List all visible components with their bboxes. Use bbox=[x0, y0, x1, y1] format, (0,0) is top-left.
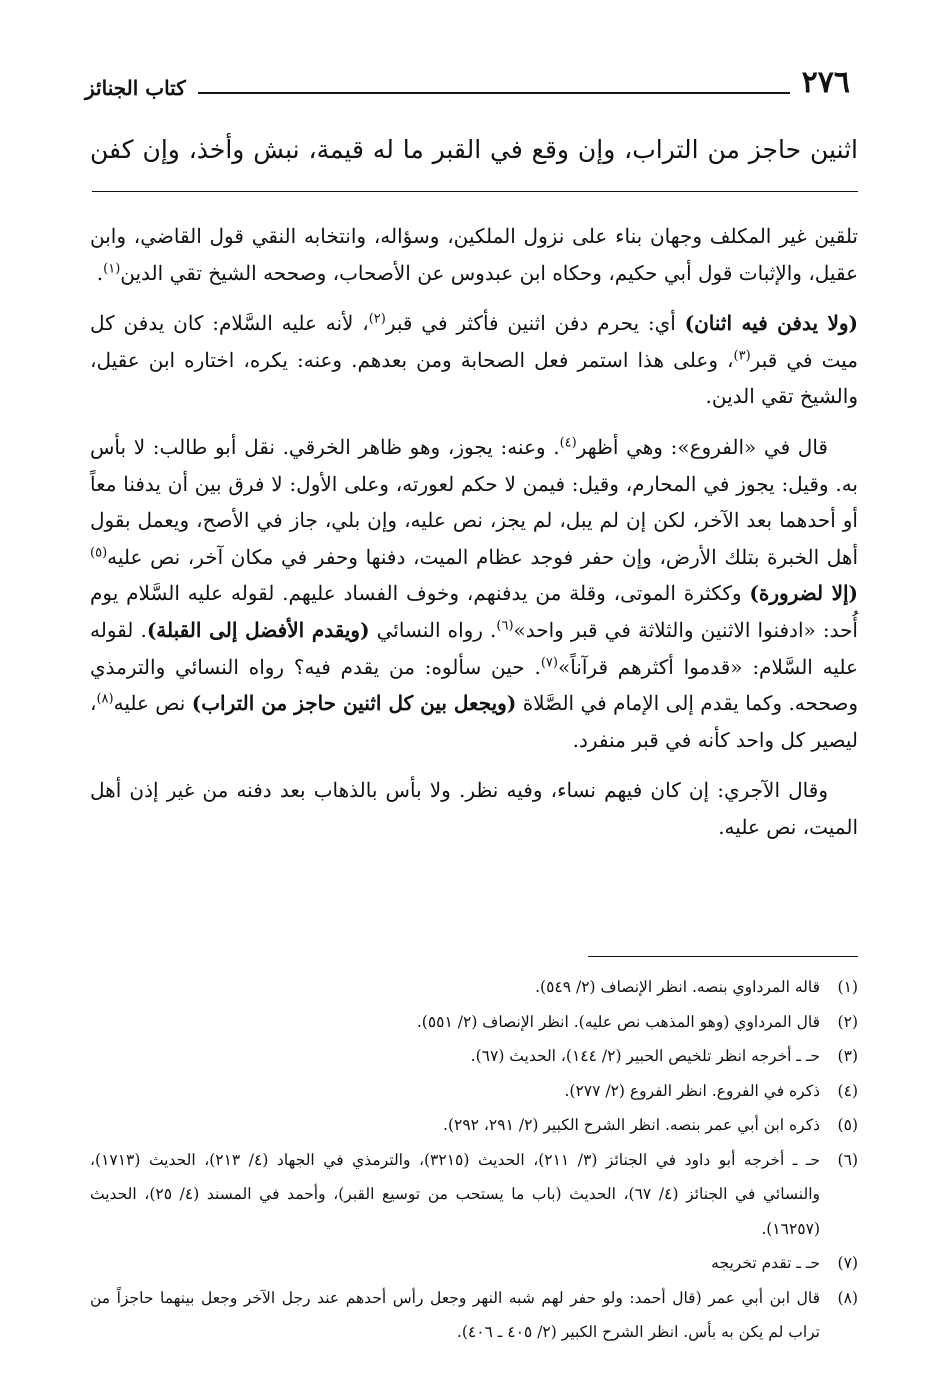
footnote-item bbox=[90, 1246, 858, 1281]
matn-quote: (ولا يدفن فيه اثنان) bbox=[684, 311, 858, 336]
footnote-number: (٦) bbox=[837, 1150, 858, 1169]
matn-quote: (ويجعل بين كل اثنين حاجز من التراب) bbox=[191, 691, 517, 716]
footnote-item bbox=[90, 1039, 858, 1074]
paragraph-4: وقال الآجري: إن كان فيهم نساء، وفيه نظر. ولا بأس بالذهاب بعد دفنه من غير إذن أهل الميت، نص عليه. bbox=[90, 778, 858, 839]
footnote-text: حـ ـ أخرجه انظر تلخيص الحبير (٢/ ١٤٤)، الحديث (٦٧). bbox=[470, 1047, 820, 1065]
footnote-text: قاله المرداوي بنصه. انظر الإنصاف (٢/ ٥٤٩). bbox=[535, 978, 820, 996]
footnote-item bbox=[90, 1281, 858, 1350]
footnote-number: (٥) bbox=[837, 1116, 858, 1134]
paragraph-3: قال في «الفروع»: وهي أظهر$^{(٤)}$. وعنه: يجوز، وهو ظاهر الخرقي. نقل أبو طالب: لا بأس به. وقيل: يجوز في المحارم، وقيل: فيمن لا حكم لعورته، وعلى الأول: لا فرق بين أن يدفنا معاً أو أحدهما بعد الآخر، لكن إن لم يبل، لم يجز، نص عليه، وإن بلي، جاز في الأصح، ويعمل بقول أهل الخبرة بتلك الأرض، وإن حفر فوجد عظام الميت، دفنها وحفر في مكان آخر، نص عليه$^{(٥)}$ (إلا لضرورة) وككثرة الموتى، وقلة من يدفنهم، وخوف الفساد عليهم. لقوله عليه السَّلام يوم أُحد: «ادفنوا الاثنين والثلاثة في قبر واحد»$^{(٦)}$. رواه النسائي (ويقدم الأفضل إلى القبلة). لقوله عليه السَّلام: «قدموا أكثرهم قرآناً»$^{(٧)}$. حين سألوه: من يقدم فيه؟ رواه النسائي والترمذي وصححه. وكما يقدم إلى الإمام في الصَّلاة (ويجعل بين كل اثنين حاجز من التراب) نص عليه$^{(٨)}$، ليصير كل واحد كأنه في قبر منفرد. bbox=[90, 434, 858, 752]
paragraph-2: (ولا يدفن فيه اثنان) أي: يحرم دفن اثنين فأكثر في قبر$^{(٢)}$، لأنه عليه السَّلام: كان يدفن كل ميت في قبر$^{(٣)}$، وعلى هذا استمر فعل الصحابة ومن بعدهم. وعنه: يكره، اختاره ابن عقيل، والشيخ تقي الدين. bbox=[90, 311, 858, 409]
footnote-number: (٢) bbox=[837, 1012, 858, 1031]
footnote-ref-1[interactable]: (١) bbox=[103, 260, 121, 276]
matn-quote: (ويقدم الأفضل إلى القبلة) bbox=[146, 617, 370, 642]
footnote-item bbox=[90, 1143, 858, 1247]
footnote-separator bbox=[588, 956, 858, 957]
footnote-number: (٨) bbox=[837, 1288, 858, 1307]
footnote-ref-6[interactable]: (٦) bbox=[496, 618, 514, 634]
footnote-ref-7[interactable]: (٧) bbox=[540, 654, 558, 670]
footnote-text: قال ابن أبي عمر (قال أحمد: ولو حفر لهم شبه النهر وجعل رأس أحدهم عند رجل الآخر وجعل بينهما حاجزاً من تراب لم يكن به بأس. انظر الشرح الكبير (٢/ ٤٠٥ ـ ٤٠٦). bbox=[90, 1288, 820, 1341]
running-title: كتاب الجنائز bbox=[85, 76, 186, 100]
page-number: ٢٧٦ bbox=[801, 65, 850, 100]
footnote-number: (٧) bbox=[837, 1254, 858, 1272]
footnote-item bbox=[90, 1005, 858, 1040]
header-rule bbox=[198, 92, 790, 94]
footnote-text: ذكره ابن أبي عمر بنصه. انظر الشرح الكبير (٢/ ٢٩١، ٢٩٢). bbox=[443, 1116, 820, 1134]
footnote-number: (٤) bbox=[837, 1081, 858, 1100]
commentary-body bbox=[90, 218, 858, 860]
footnotes bbox=[90, 970, 858, 1350]
footnote-ref-8[interactable]: (٨) bbox=[96, 691, 114, 707]
footnote-item bbox=[90, 1108, 858, 1143]
footnote-number: (٣) bbox=[837, 1047, 858, 1065]
footnote-text: قال المرداوي (وهو المذهب نص عليه). انظر الإنصاف (٢/ ٥٥١). bbox=[416, 1012, 820, 1031]
page-header bbox=[85, 62, 850, 102]
footnote-ref-5[interactable]: (٥) bbox=[90, 545, 108, 561]
footnote-ref-4[interactable]: (٤) bbox=[559, 435, 577, 451]
matn-separator bbox=[92, 191, 858, 192]
footnote-ref-2[interactable]: (٢) bbox=[368, 311, 386, 327]
footnote-text: ذكره في الفروع. انظر الفروع (٢/ ٢٧٧). bbox=[564, 1081, 820, 1100]
matn-text: اثنين حاجز من التراب، وإن وقع في القبر ما له قيمة، نبش وأخذ، وإن كفن bbox=[90, 135, 858, 164]
paragraph-1: تلقين غير المكلف وجهان بناء على نزول الملكين، وسؤاله، وانتخابه النقي قول القاضي، وابن عقيل، والإثبات قول أبي حكيم، وحكاه ابن عبدوس عن الأصحاب، وصححه الشيخ تقي الدين$^{(١)}$. bbox=[90, 224, 859, 285]
footnote-number: (١) bbox=[837, 978, 858, 996]
footnote-item bbox=[90, 970, 858, 1005]
matn-quote: (إلا لضرورة) bbox=[749, 581, 858, 606]
footnote-item bbox=[90, 1074, 858, 1109]
footnote-text: حـ ـ تقدم تخريجه bbox=[711, 1254, 820, 1272]
footnote-text: حـ ـ أخرجه أبو داود في الجنائز (٣/ ٢١١)، الحديث (٣٢١٥)، والترمذي في الجهاد (٤/ ٢١٣)، الحديث (١٧١٣)، والنسائي في الجنائز (٤/ ٦٧)، الحديث (باب ما يستحب من توسيع القبر)، وأحمد في المسند (٤/ ٢٥)، الحديث (١٦٢٥٧). bbox=[90, 1150, 820, 1238]
footnote-ref-3[interactable]: (٣) bbox=[733, 348, 751, 364]
